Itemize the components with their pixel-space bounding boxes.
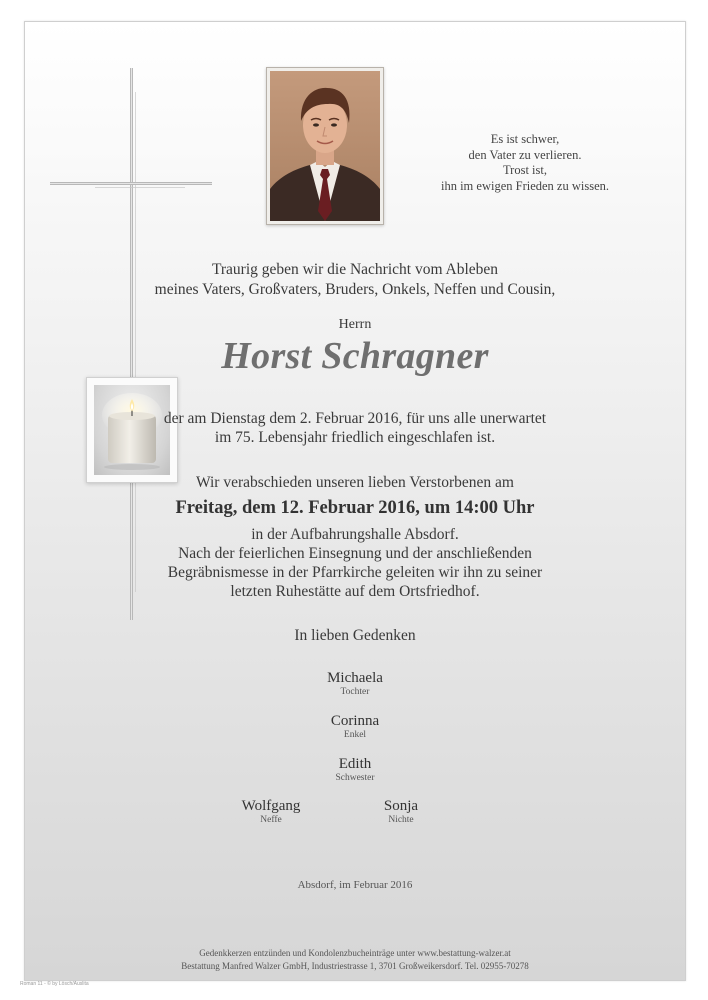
details-line: Nach der feierlichen Einsegnung und der anschließenden [178, 545, 532, 562]
details-line: Begräbnismesse in der Pfarrkirche geleiten wir ihn zu seiner [167, 564, 543, 581]
quote-line: ihn im ewigen Frieden zu wissen. [440, 178, 610, 193]
passing-line: der am Dienstag dem 2. Februar 2016, für uns alle unerwartet [163, 410, 547, 427]
deceased-name: Horst Schragner [221, 335, 489, 377]
footer-info [25, 947, 685, 973]
passing-text [25, 409, 685, 447]
footer-line: Gedenkkerzen entzünden und Kondolenzbucheinträge unter www.bestattung-walzer.at [199, 948, 511, 958]
place-and-date: Absdorf, im Februar 2016 [297, 879, 413, 891]
mourner-relation: Enkel [343, 730, 367, 740]
memorial-quote [385, 132, 665, 194]
mourner-relation: Neffe [260, 815, 282, 825]
mourner-name: Sonja [383, 798, 419, 814]
mourner-relation: Nichte [388, 815, 414, 825]
mourner-name: Corinna [330, 713, 380, 729]
quote-line: den Vater zu verlieren. [468, 147, 582, 162]
person-portrait-icon [270, 71, 380, 221]
mourner [275, 756, 435, 784]
mourner-relation: Schwester [335, 773, 375, 783]
tiny-print: Roman 11 - © by Lösch/Auslita [20, 981, 89, 987]
announcement-text [25, 260, 685, 300]
in-memory-heading: In lieben Gedenken [294, 627, 416, 644]
details-line: letzten Ruhestätte auf dem Ortsfriedhof. [230, 583, 480, 600]
mourner-name: Michaela [327, 670, 383, 686]
mourner [275, 713, 435, 741]
honorific: Herrn [338, 317, 372, 332]
announcement-line: meines Vaters, Großvaters, Bruders, Onkels, Neffen und Cousin, [154, 281, 556, 298]
quote-line: Trost ist, [502, 163, 547, 177]
portrait-photo [266, 67, 384, 225]
mourner-name: Wolfgang [241, 798, 301, 814]
funeral-date: Freitag, dem 12. Februar 2016, um 14:00 Uhr [175, 498, 535, 518]
funeral-details [25, 525, 685, 601]
mourner-relation: Tochter [340, 687, 370, 697]
announcement-line: Traurig geben wir die Nachricht vom Ableben [211, 261, 499, 278]
details-line: in der Aufbahrungshalle Absdorf. [251, 526, 459, 543]
mourner [321, 798, 481, 826]
footer-line: Bestattung Manfred Walzer GmbH, Industriestrasse 1, 3701 Großweikersdorf. Tel. 02955-70278 [181, 961, 529, 971]
mourner [275, 670, 435, 698]
mourner-name: Edith [338, 756, 372, 772]
quote-line: Es ist schwer, [490, 132, 560, 146]
farewell-text: Wir verabschieden unseren lieben Verstorbenen am [195, 474, 514, 491]
passing-line: im 75. Lebensjahr friedlich eingeschlafen ist. [214, 429, 496, 446]
obituary-card [24, 21, 686, 981]
